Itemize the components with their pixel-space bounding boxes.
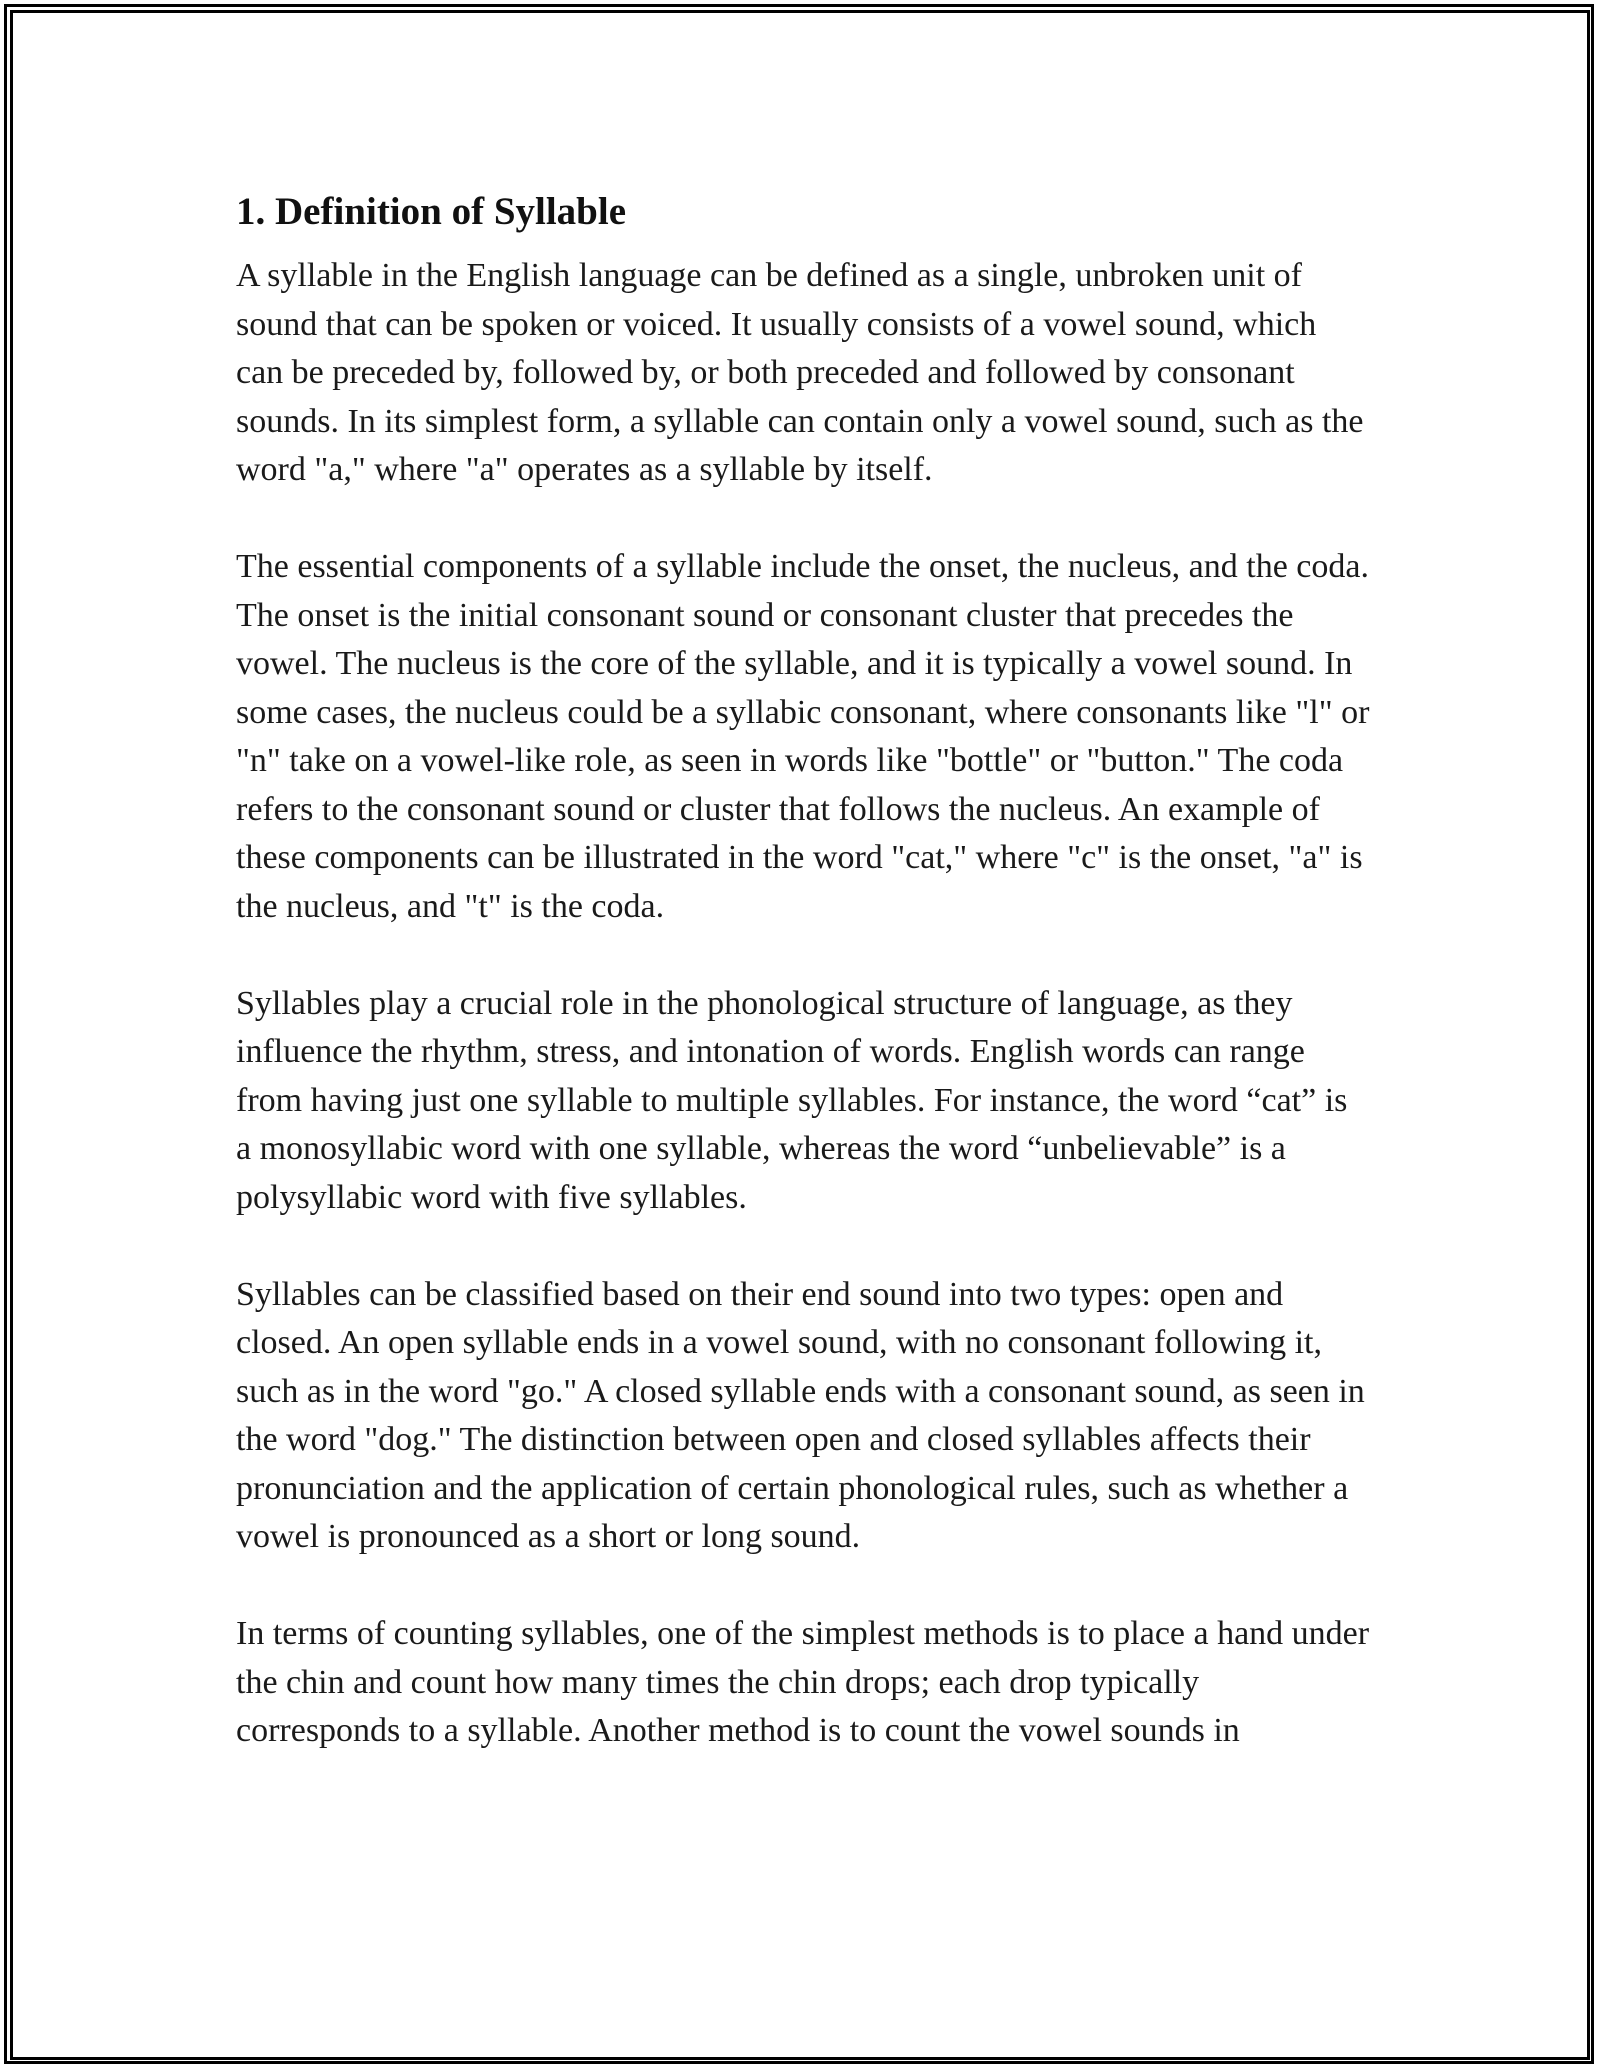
paragraph-counting: In terms of counting syllables, one of the simplest methods is to place a hand under the chin and count how many times the chin drops; each drop typically corresponds to a syllable. Another method is to count the vowel sounds in <box>236 1615 1370 1749</box>
section-heading: 1. Definition of Syllable <box>236 190 627 233</box>
paragraph-components: The essential components of a syllable include the onset, the nucleus, and the coda. The onset is the initial consonant sound or consonant cluster that precedes the vowel. The nucleus is the core of the syllable, and it is typically a vowel sound. In some cases, the nucleus could be a syllabic consonant, where consonants like "l" or "n" take on a vowel-like role, as seen in words like "bottle" or "button." The coda refers to the consonant sound or cluster that follows the nucleus. An example of these components can be illustrated in the word "cat," where "c" is the onset, "a" is the nucleus, and "t" is the coda. <box>236 548 1370 925</box>
paragraph-phonological-role: Syllables play a crucial role in the phonological structure of language, as they influence the rhythm, stress, and intonation of words. English words can range from having just one syllable to multiple syllables. For instance, the word “cat” is a monosyllabic word with one syllable, whereas the word “unbelievable” is a polysyllabic word with five syllables. <box>236 984 1348 1216</box>
document-body <box>236 186 1370 1756</box>
paragraph-open-closed: Syllables can be classified based on their end sound into two types: open and closed. An open syllable ends in a vowel sound, with no consonant following it, such as in the word "go." A closed syllable ends with a consonant sound, as seen in the word "dog." The distinction between open and closed syllables affects their pronunciation and the application of certain phonological rules, such as whether a vowel is pronounced as a short or long sound. <box>236 1275 1365 1555</box>
paragraph-definition: A syllable in the English language can be defined as a single, unbroken unit of sound that can be spoken or voiced. It usually consists of a vowel sound, which can be preceded by, followed by, or both preceded and followed by consonant sounds. In its simplest form, a syllable can contain only a vowel sound, such as the word "a," where "a" operates as a syllable by itself. <box>236 257 1364 488</box>
